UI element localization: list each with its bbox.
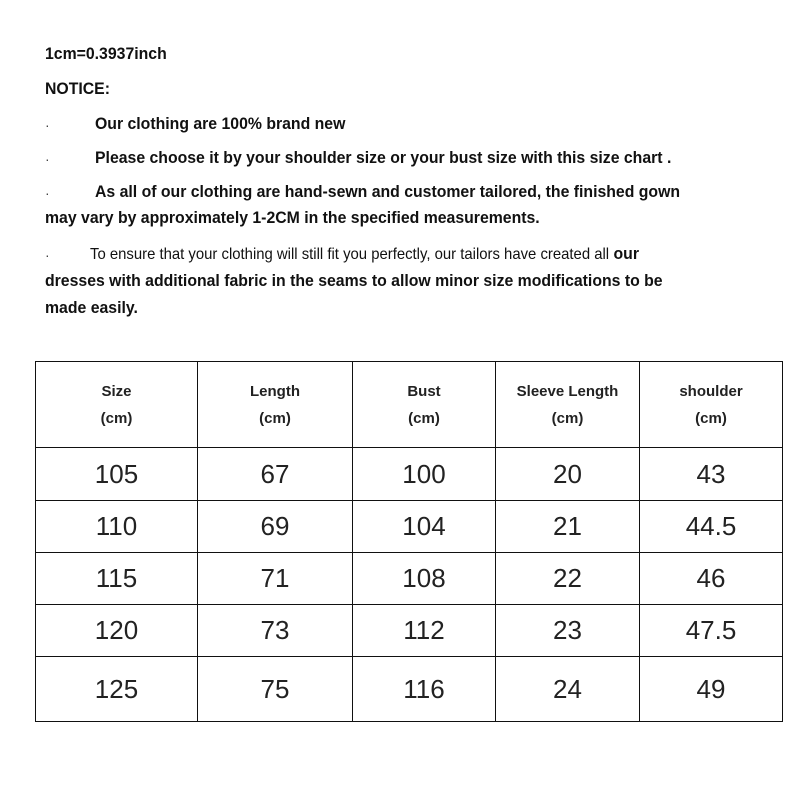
cell-size: 120 — [36, 605, 198, 657]
cell-shoulder: 47.5 — [640, 605, 783, 657]
cell-length: 69 — [198, 501, 353, 553]
bullet-4: · — [45, 247, 50, 263]
cell-size: 115 — [36, 553, 198, 605]
notice-line-1: Our clothing are 100% brand new — [95, 114, 346, 133]
notice-line-3a: As all of our clothing are hand-sewn and customer tailored, the finished gown — [95, 182, 681, 201]
size-chart-table — [35, 361, 783, 722]
notice-line-4a-bold: our — [609, 244, 639, 263]
table-header-row — [36, 362, 783, 448]
notice-line-2: Please choose it by your shoulder size or your bust size with this size chart . — [95, 148, 672, 167]
notice-line-4a — [90, 244, 639, 264]
cell-sleeve-length: 23 — [496, 605, 640, 657]
cell-sleeve-length: 24 — [496, 657, 640, 722]
cell-size: 110 — [36, 501, 198, 553]
conversion-note: 1cm=0.3937inch — [45, 44, 167, 63]
cell-size: 125 — [36, 657, 198, 722]
notice-line-4b: dresses with additional fabric in the seams to allow minor size modifications to be — [45, 271, 663, 290]
table-row — [36, 605, 783, 657]
cell-length: 75 — [198, 657, 353, 722]
cell-sleeve-length: 22 — [496, 553, 640, 605]
notice-line-4a-normal: To ensure that your clothing will still fit you perfectly, our tailors have created all — [90, 246, 610, 263]
cell-sleeve-length: 21 — [496, 501, 640, 553]
header-sleeve-length: Sleeve Length (cm) — [496, 362, 640, 448]
table-row — [36, 501, 783, 553]
cell-sleeve-length: 20 — [496, 448, 640, 501]
table-row — [36, 657, 783, 722]
table-row — [36, 448, 783, 501]
cell-bust: 116 — [353, 657, 496, 722]
cell-length: 73 — [198, 605, 353, 657]
bullet-1: · — [45, 117, 50, 133]
cell-bust: 104 — [353, 501, 496, 553]
table-row — [36, 553, 783, 605]
cell-bust: 108 — [353, 553, 496, 605]
bullet-2: · — [45, 151, 50, 167]
cell-bust: 100 — [353, 448, 496, 501]
cell-shoulder: 43 — [640, 448, 783, 501]
cell-size: 105 — [36, 448, 198, 501]
cell-length: 67 — [198, 448, 353, 501]
cell-shoulder: 44.5 — [640, 501, 783, 553]
bullet-3: · — [45, 185, 50, 201]
notice-line-3b: may vary by approximately 1-2CM in the specified measurements. — [45, 208, 540, 227]
notice-heading: NOTICE: — [45, 79, 110, 98]
header-bust: Bust (cm) — [353, 362, 496, 448]
cell-bust: 112 — [353, 605, 496, 657]
header-length: Length (cm) — [198, 362, 353, 448]
cell-shoulder: 49 — [640, 657, 783, 722]
cell-shoulder: 46 — [640, 553, 783, 605]
header-size: Size (cm) — [36, 362, 198, 448]
notice-line-4c: made easily. — [45, 298, 138, 317]
header-shoulder: shoulder (cm) — [640, 362, 783, 448]
cell-length: 71 — [198, 553, 353, 605]
